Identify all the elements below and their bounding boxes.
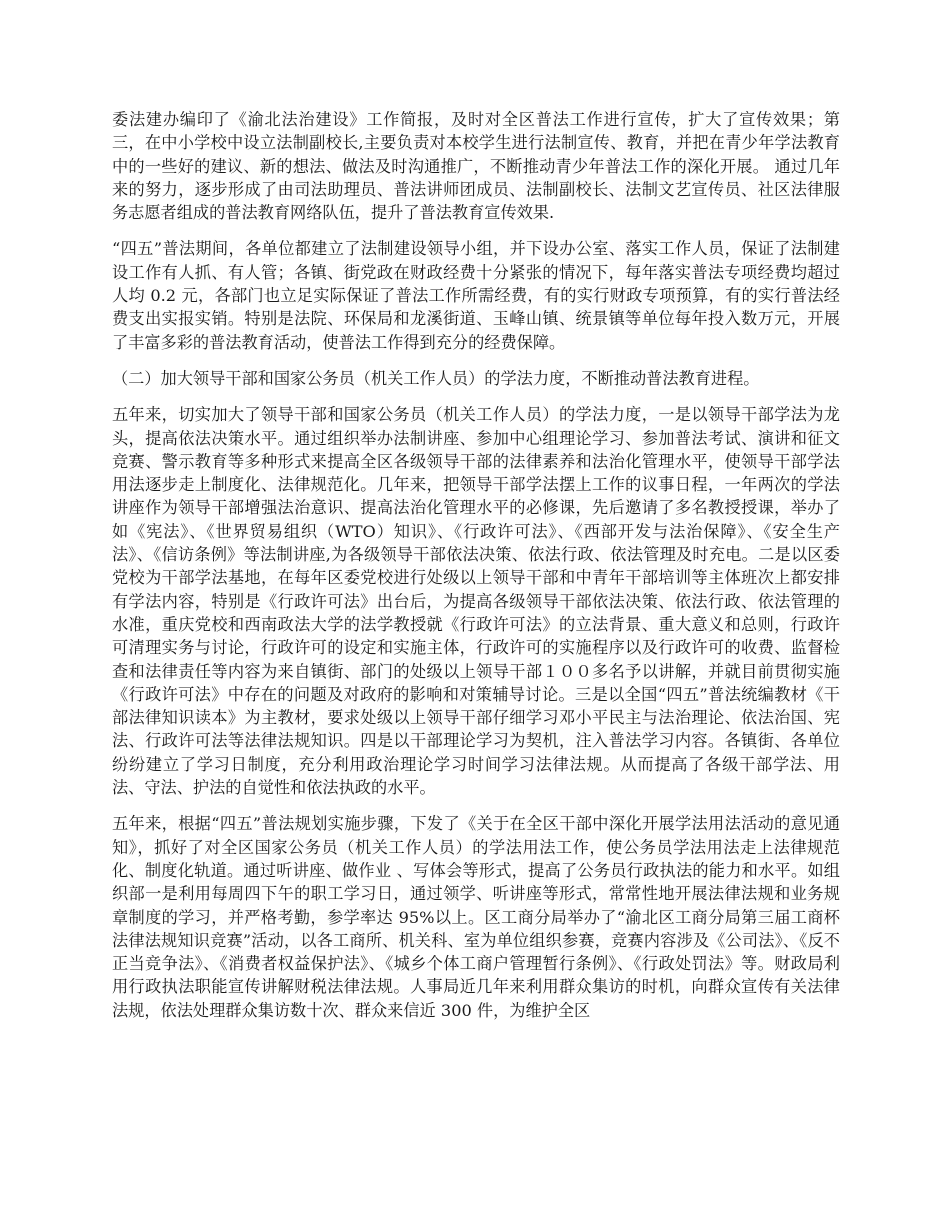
paragraph-1: 委法建办编印了《渝北法治建设》工作简报，及时对全区普法工作进行宣传，扩大了宣传效果；第三，在中小学校中设立法制副校长,主要负责对本校学生进行法制宣传、教育，并把在青少年学法教育中的一些好的建议、新的想法、做法及时沟通推广，不断推动青少年普法工作的深化开展。 通过几年来的努力，逐步形成了由司法助理员、普法讲师团成员、法制副校长、法制文艺宣传员、社区法律服务志愿者组成的普法教育网络队伍，提升了普法教育宣传效果. bbox=[112, 110, 840, 223]
paragraph-4: 五年来，根据“四五”普法规划实施步骤，下发了《关于在全区干部中深化开展学法用法活动的意见通知》，抓好了对全区国家公务员（机关工作人员）的学法用法工作，使公务员学法用法走上法律规范化、制度化轨道。通过听讲座、做作业 、写体会等形式，提高了公务员行政执法的能力和水平。如组织部一是利用每周四下午的职工学习日，通过领学、听讲座等形式，常常性地开展法律法规和业务规章制度的学习，并严格考勤，参学率达 95%以上。区工商分局举办了“渝北区工商分局第三届工商杯法律法规知识竞赛”活动，以各工商所、机关科、室为单位组织参赛，竞赛内容涉及《公司法》、《反不正当竞争法》、《消费者权益保护法》、《城乡个体工商户管理暂行条例》、《行政处罚法》等。财政局利用行政执法职能宣传讲解财税法律法规。人事局近几年来利用群众集访的时机，向群众宣传有关法律法规，依法处理群众集访数十次、群众来信近 300 件，为维护全区 bbox=[112, 814, 840, 1020]
paragraph-2: “四五”普法期间，各单位都建立了法制建设领导小组，并下设办公室、落实工作人员，保证了法制建设工作有人抓、有人管；各镇、街党政在财政经费十分紧张的情况下，每年落实普法专项经费均超过人均 0.2 元，各部门也立足实际保证了普法工作所需经费，有的实行财政专项预算，有的实行普法经费支出实报实销。特别是法院、环保局和龙溪街道、玉峰山镇、统景镇等单位每年投入数万元，开展了丰富多彩的普法教育活动，使普法工作得到充分的经费保障。 bbox=[112, 239, 840, 352]
document-body bbox=[112, 108, 840, 1035]
section-heading: （二）加大领导干部和国家公务员（机关工作人员）的学法力度，不断推动普法教育进程。 bbox=[112, 368, 760, 388]
paragraph-3: 五年来，切实加大了领导干部和国家公务员（机关工作人员）的学法力度，一是以领导干部学法为龙头，提高依法决策水平。通过组织举办法制讲座、参加中心组理论学习、参加普法考试、演讲和征文竞赛、警示教育等多种形式来提高全区各级领导干部的法律素养和法治化管理水平，使领导干部学法用法逐步走上制度化、法律规范化。几年来，把领导干部学法摆上工作的议事日程，一年两次的学法讲座作为领导干部增强法治意识、提高法治化管理水平的必修课，先后邀请了多名教授授课，举办了如《宪法》、《世界贸易组织（WTO）知识》、《行政许可法》、《西部开发与法治保障》、《安全生产法》、《信访条例》等法制讲座,为各级领导干部依法决策、依法行政、依法管理及时充电。二是以区委党校为干部学法基地，在每年区委党校进行处级以上领导干部和中青年干部培训等主体班次上都安排有学法内容，特别是《行政许可法》出台后，为提高各级领导干部依法决策、依法行政、依法管理的水准，重庆党校和西南政法大学的法学教授就《行政许可法》的立法背景、重大意义和总则，行政许可清理实务与讨论，行政许可的设定和实施主体，行政许可的实施程序以及行政许可的收费、监督检查和法律责任等内容为来自镇街、部门的处级以上领导干部１００多名予以讲解，并就目前贯彻实施《行政许可法》中存在的问题及对政府的影响和对策辅导讨论。三是以全国“四五”普法统编教材《干部法律知识读本》为主教材，要求处级以上领导干部仔细学习邓小平民主与法治理论、依法治国、宪法、行政许可法等法律法规知识。四是以干部理论学习为契机，注入普法学习内容。各镇街、各单位纷纷建立了学习日制度，充分利用政治理论学习时间学习法律法规。从而提高了各级干部学法、用法、守法、护法的自觉性和依法执政的水平。 bbox=[112, 405, 840, 798]
